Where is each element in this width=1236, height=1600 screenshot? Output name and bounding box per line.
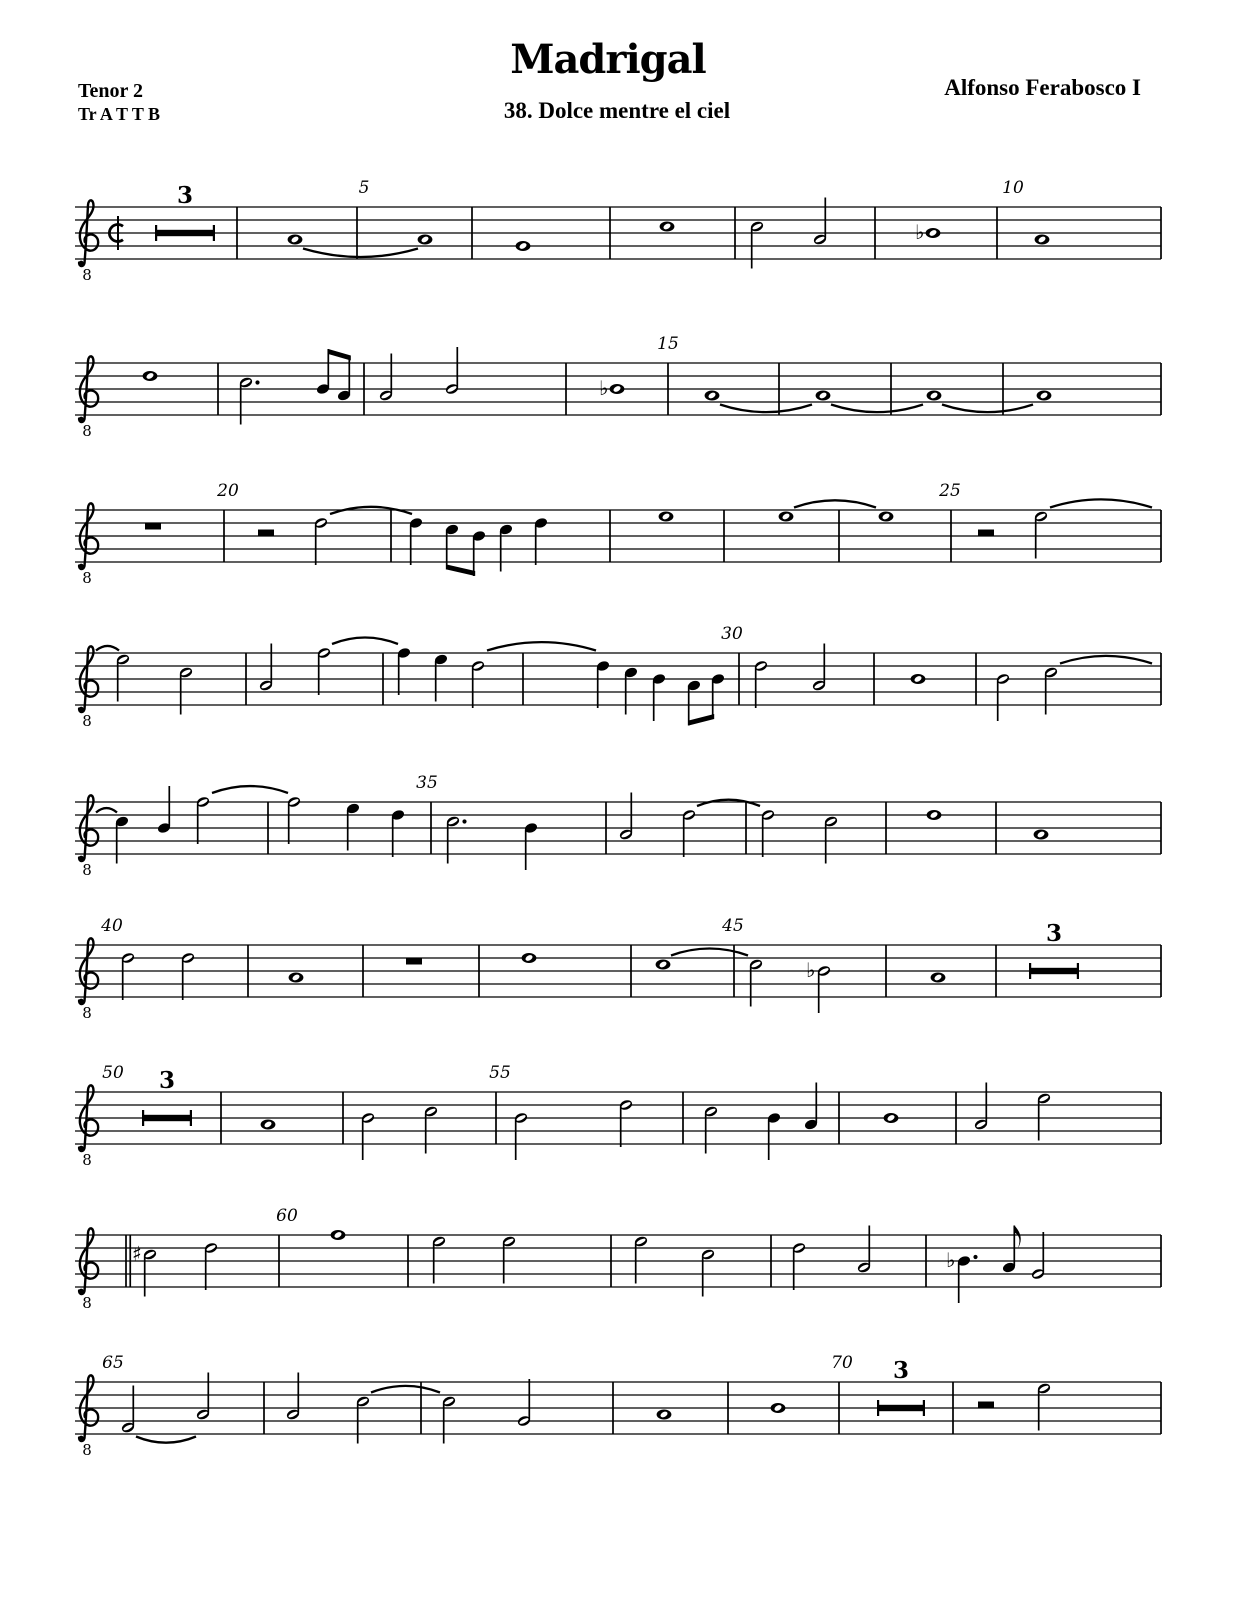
quarter-note [391,809,406,857]
measure-number: 30 [721,624,743,644]
half-note [857,1226,872,1274]
half-note [1037,1382,1052,1430]
barline [734,207,736,259]
beam [689,714,715,726]
barline [1160,1092,1162,1144]
half-note [445,347,460,395]
barline [995,802,997,854]
half-note [181,952,196,1000]
clef-curve [80,1085,98,1148]
eighth-note [1002,1226,1021,1274]
whole-note [599,376,624,400]
multirest-serif [1029,963,1031,979]
measure-number: 15 [657,334,679,354]
half-note [619,793,634,841]
flat-icon: ♭ [599,376,609,400]
half-note [704,1105,719,1153]
multirest-bar [156,230,214,236]
half-note [701,1248,716,1296]
tie-slur-arc [96,646,119,651]
barline [1160,945,1162,997]
barline [778,363,780,415]
half-note [179,666,194,714]
barline [1160,363,1162,415]
clef-curve [80,1375,98,1438]
barline [885,945,887,997]
barline [363,363,365,415]
barline [1160,510,1162,562]
multirest-serif [190,1110,192,1126]
half-note [514,1112,529,1160]
barline [522,653,524,705]
treble-clef-8vb [79,795,99,879]
clef-curve [80,938,98,1001]
octave-8-label: 8 [82,569,92,587]
octave-8-label: 8 [82,1441,92,1459]
clef-curve [80,1228,98,1291]
barline [1160,653,1162,705]
half-note [116,653,131,701]
half-note [432,1235,447,1283]
tie-slur-arc [212,786,288,793]
double-barline [125,1235,127,1287]
whole-note [911,674,926,684]
quarter-note [157,786,172,834]
half-note [974,1083,989,1131]
barline [605,802,607,854]
whole-note [771,1403,786,1413]
barline [955,1092,957,1144]
quarter-note [652,673,667,721]
barline [220,1092,222,1144]
barline [667,363,669,415]
whole-note [931,973,946,983]
barline [471,207,473,259]
treble-clef-8vb [79,1085,99,1169]
multirest-bar [878,1405,924,1411]
composer-name: Alfonso Ferabosco I [944,75,1141,100]
half-note [356,1395,371,1443]
barline [838,510,840,562]
multirest-serif [877,1400,879,1416]
whole-note [418,235,433,245]
barline [996,207,998,259]
half-note [287,796,302,844]
whole-note [288,235,303,245]
barline [390,510,392,562]
barline [975,653,977,705]
barline [223,510,225,562]
treble-clef-8vb [79,200,99,284]
measure-number: 35 [416,773,438,793]
octave-8-label: 8 [82,861,92,879]
tie-slur-arc [332,638,398,644]
barline [874,207,876,259]
clef-curve [80,200,98,263]
half-note [259,644,274,692]
multirest-serif [1077,963,1079,979]
multirest-serif [155,225,157,241]
barline [995,945,997,997]
multirest-bar [143,1115,191,1121]
half-note [619,1099,634,1147]
quarter-note [624,666,639,714]
barline [495,1092,497,1144]
barline [478,945,480,997]
whole-note [927,391,942,401]
measure-number: 45 [722,916,744,936]
half-note [239,376,260,424]
treble-clef-8vb [79,938,99,1022]
augmentation-dot [973,1255,977,1259]
measure-number: 25 [939,481,961,501]
octave-8-label: 8 [82,1294,92,1312]
barline [217,363,219,415]
whole-note [1035,235,1050,245]
half-note [442,1395,457,1443]
half-note [196,1373,211,1421]
tie-slur-arc [671,949,748,956]
half-note [1034,510,1049,558]
half-note [471,660,486,708]
measure-number: 55 [489,1063,511,1083]
quarter-note [767,1112,782,1160]
half-note [446,815,467,863]
piece-title: Madrigal [510,36,706,83]
tie-slur-arc [1060,656,1152,664]
whole-note [884,1113,899,1123]
score-header [78,36,1141,124]
barline [565,363,567,415]
whole-rest [145,523,161,530]
half-note [424,1105,439,1153]
half-rest [978,530,994,537]
flat-icon: ♭ [946,1248,956,1272]
barline [430,802,432,854]
tie-slur-arc [794,500,876,507]
tie-slur-arc [1050,499,1152,507]
barline [609,510,611,562]
measure-number: 10 [1002,178,1024,198]
barline [723,510,725,562]
half-note [754,660,769,708]
whole-note [915,220,940,244]
half-note [1031,1232,1046,1280]
whole-note [779,512,794,522]
clef-curve [80,795,98,858]
measure-number: 50 [102,1063,124,1083]
instrumentation-label: Tr A T T B [78,104,161,124]
half-rest [258,530,274,537]
quarter-note [115,815,130,863]
multirest-count: 3 [1045,920,1063,947]
measure-number: 60 [276,1206,298,1226]
staff-system [75,773,1162,879]
half-note [813,198,828,246]
quarter-note [946,1248,978,1303]
clef-curve [80,503,98,566]
whole-note [879,512,894,522]
staff-system [75,1206,1162,1312]
whole-note [1034,830,1049,840]
whole-note [143,371,158,381]
tie-slur-arc [136,1437,196,1443]
half-note [996,673,1011,721]
quarter-note [409,517,424,565]
octave-8-label: 8 [82,712,92,730]
whole-note [522,953,537,963]
quarter-note [596,660,611,708]
tie-slur-arc [720,405,812,413]
barline [952,1382,954,1434]
half-note [196,796,211,844]
part-name: Tenor 2 [78,80,144,102]
augmentation-dot [462,819,466,823]
barline [1160,1235,1162,1287]
multimeasure-rest [1029,920,1079,979]
measure-number: 40 [101,916,123,936]
half-note [121,952,136,1000]
whole-note [927,810,942,820]
beam [447,565,476,577]
half-note [379,354,394,402]
barline [612,1382,614,1434]
treble-clef-8vb [79,503,99,587]
barline [245,653,247,705]
barline [267,802,269,854]
treble-clef-8vb [79,1375,99,1459]
multirest-count: 3 [158,1067,176,1094]
barline [838,1092,840,1144]
barline [263,1382,265,1434]
tie-slur-arc [697,800,760,806]
barline [247,945,249,997]
flat-icon: ♭ [915,220,925,244]
eighth-flag [1014,1226,1020,1249]
tie-slur-arc [96,808,117,812]
barline [609,207,611,259]
half-note [361,1112,376,1160]
barline [838,1382,840,1434]
barline [733,945,735,997]
quarter-note [524,822,539,870]
quarter-note [499,523,514,571]
beamed-eighth-pair [687,673,726,726]
barline [727,1382,729,1434]
octave-8-label: 8 [82,266,92,284]
barline [890,363,892,415]
multirest-serif [213,225,215,241]
half-note [806,958,831,1013]
whole-note [331,1230,346,1240]
whole-note [705,391,720,401]
beam [328,349,351,361]
staff-system [75,178,1162,284]
barline [236,207,238,259]
multirest-serif [142,1110,144,1126]
flat-icon: ♭ [806,958,816,982]
half-note [761,809,776,857]
measure-number: 5 [358,178,370,198]
half-note [682,809,697,857]
measure-number: 70 [831,1353,853,1373]
tie-slur-arc [303,249,418,258]
barline [278,1235,280,1287]
quarter-note [534,517,549,565]
staff-system [75,624,1162,730]
tie-slur-arc [831,405,923,413]
treble-clef-8vb [79,356,99,440]
barline [925,1235,927,1287]
whole-note [261,1120,276,1130]
barline [1160,1382,1162,1434]
treble-clef-8vb [79,646,99,730]
barline [770,1235,772,1287]
half-note [121,1386,136,1434]
quarter-note [346,802,361,850]
octave-8-label: 8 [82,1004,92,1022]
multimeasure-rest [142,1067,192,1126]
half-note [824,815,839,863]
multirest-count: 3 [176,182,194,209]
barline [1160,207,1162,259]
barline [407,1235,409,1287]
half-note [317,647,332,695]
whole-note [1037,391,1052,401]
tie-slur-arc [487,642,596,650]
barline [630,945,632,997]
augmentation-dot [255,380,259,384]
barline [1160,802,1162,854]
staff-system [75,1353,1162,1459]
half-note [517,1379,532,1427]
quarter-note [434,653,449,701]
treble-clef-8vb [79,1228,99,1312]
half-note [314,517,329,565]
barline [362,945,364,997]
multimeasure-rest [155,182,215,241]
whole-rest [406,958,422,965]
half-note [792,1242,807,1290]
multirest-count: 3 [892,1357,910,1384]
octave-8-label: 8 [82,422,92,440]
barline [382,653,384,705]
tie-slur-arc [942,405,1033,413]
barline [873,653,875,705]
multimeasure-rest [877,1357,925,1416]
multirest-serif [923,1400,925,1416]
barline [745,802,747,854]
measure-number: 65 [102,1353,124,1373]
half-note [1044,666,1059,714]
whole-note [816,391,831,401]
barline [885,802,887,854]
whole-note [656,960,671,970]
staff-system [75,481,1162,587]
measure-number: 20 [217,481,239,501]
quarter-note [804,1083,819,1131]
sharp-icon: ♯ [132,1241,142,1266]
staff-system [75,916,1162,1022]
barline [738,653,740,705]
barline [610,1235,612,1287]
barline [356,207,358,259]
octave-8-label: 8 [82,1151,92,1169]
half-note [132,1242,157,1297]
staff-systems [75,178,1162,1459]
barline [342,1092,344,1144]
half-rest [978,1402,994,1409]
staff-system [75,334,1162,440]
multirest-bar [1030,968,1078,974]
half-note [750,220,765,268]
quarter-note [397,647,412,695]
barline [682,1092,684,1144]
tie-slur-arc [371,1386,440,1393]
whole-note [657,1410,672,1420]
whole-note [289,973,304,983]
barline [950,510,952,562]
half-note [204,1242,219,1290]
whole-note [516,241,531,251]
half-note [1037,1092,1052,1140]
half-note [749,958,764,1006]
half-note [502,1235,517,1283]
clef-curve [80,646,98,709]
barline [420,1382,422,1434]
half-note [812,644,827,692]
half-note [286,1373,301,1421]
clef-curve [80,356,98,419]
movement-subtitle: 38. Dolce mentre el ciel [503,98,731,123]
half-note [634,1235,649,1283]
barline [1002,363,1004,415]
staff-system [75,1063,1162,1169]
whole-note [659,512,674,522]
whole-note [660,222,675,232]
double-barline [129,1235,131,1287]
